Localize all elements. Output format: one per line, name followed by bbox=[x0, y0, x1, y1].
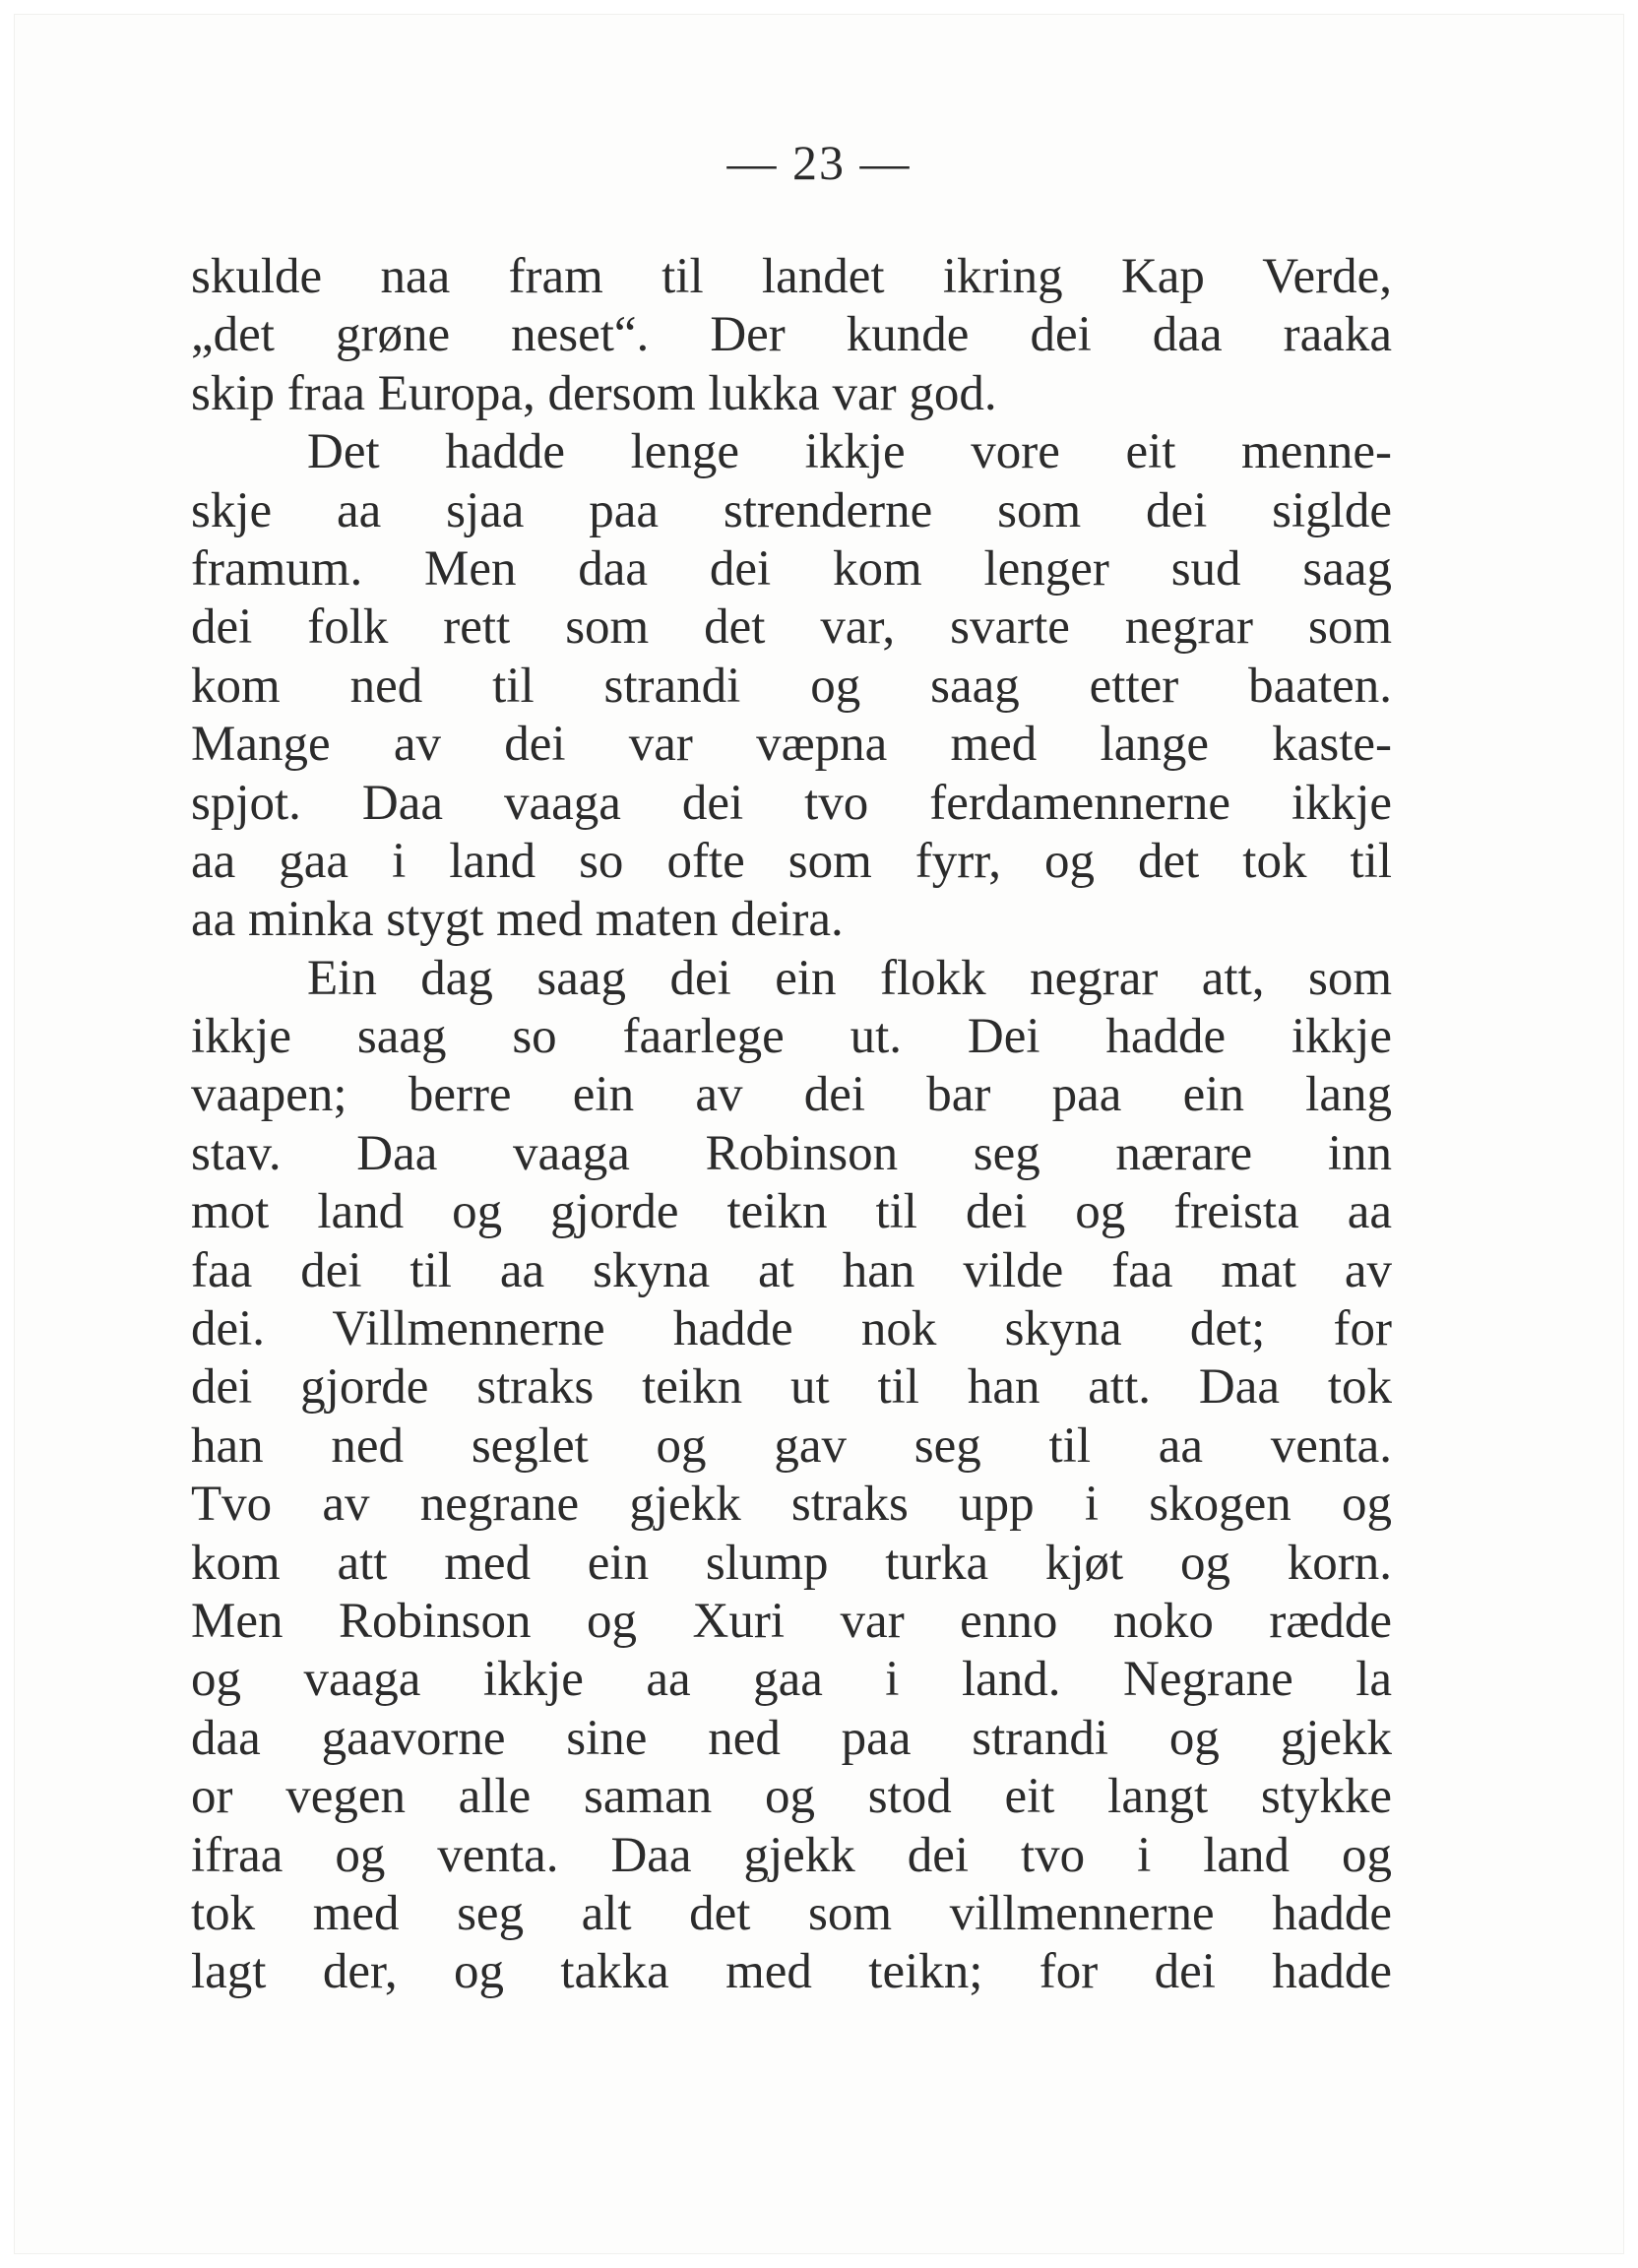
text-line: Mange av dei var væpna med lange kaste- bbox=[191, 717, 1392, 773]
text-line: skip fraa Europa, dersom lukka var god. bbox=[191, 365, 997, 421]
text-line: aa gaa i land so ofte som fyrr, og det tok til bbox=[191, 833, 1392, 889]
text-line: Tvo av negrane gjekk straks upp i skogen og bbox=[191, 1477, 1392, 1533]
text-line: daa gaavorne sine ned paa strandi og gjekk bbox=[191, 1710, 1392, 1766]
text-line: dei. Villmennerne hadde nok skyna det; for bbox=[191, 1301, 1392, 1357]
text-line: dei gjorde straks teikn ut til han att. Daa tok bbox=[191, 1359, 1392, 1416]
page-number: — 23 — bbox=[726, 135, 912, 190]
text-line: mot land og gjorde teikn til dei og freista aa bbox=[191, 1184, 1392, 1240]
text-line: ifraa og venta. Daa gjekk dei tvo i land og bbox=[191, 1827, 1392, 1883]
text-line: faa dei til aa skyna at han vilde faa mat av bbox=[191, 1242, 1392, 1298]
text-line: kom ned til strandi og saag etter baaten. bbox=[191, 658, 1392, 714]
text-line: lagt der, og takka med teikn; for dei hadde bbox=[191, 1944, 1392, 2000]
text-line: or vegen alle saman og stod eit langt stykke bbox=[191, 1769, 1392, 1825]
text-line: Ein dag saag dei ein flokk negrar att, som bbox=[307, 950, 1392, 1006]
body-text bbox=[191, 248, 1392, 2002]
text-line: stav. Daa vaaga Robinson seg nærare inn bbox=[191, 1125, 1392, 1181]
book-page bbox=[14, 14, 1624, 2254]
text-line: Det hadde lenge ikkje vore eit menne- bbox=[307, 424, 1392, 480]
text-line: og vaaga ikkje aa gaa i land. Negrane la bbox=[191, 1652, 1392, 1708]
text-line: spjot. Daa vaaga dei tvo ferdamennerne ikkje bbox=[191, 775, 1392, 831]
text-line: tok med seg alt det som villmennerne hadde bbox=[191, 1885, 1392, 1941]
text-line: Men Robinson og Xuri var enno noko rædde bbox=[191, 1593, 1392, 1649]
text-line: framum. Men daa dei kom lenger sud saag bbox=[191, 540, 1392, 597]
text-line: aa minka stygt med maten deira. bbox=[191, 892, 844, 948]
text-line: skje aa sjaa paa strenderne som dei siglde bbox=[191, 482, 1392, 538]
text-line: ikkje saag so faarlege ut. Dei hadde ikkje bbox=[191, 1009, 1392, 1065]
text-line: skulde naa fram til landet ikring Kap Verde, bbox=[191, 249, 1392, 304]
text-line: dei folk rett som det var, svarte negrar som bbox=[191, 599, 1392, 656]
text-line: kom att med ein slump turka kjøt og korn. bbox=[191, 1535, 1392, 1591]
text-line: han ned seglet og gav seg til aa venta. bbox=[191, 1418, 1392, 1474]
text-line: vaapen; berre ein av dei bar paa ein lang bbox=[191, 1067, 1392, 1123]
text-line: „det grøne neset“. Der kunde dei daa raaka bbox=[191, 307, 1392, 363]
